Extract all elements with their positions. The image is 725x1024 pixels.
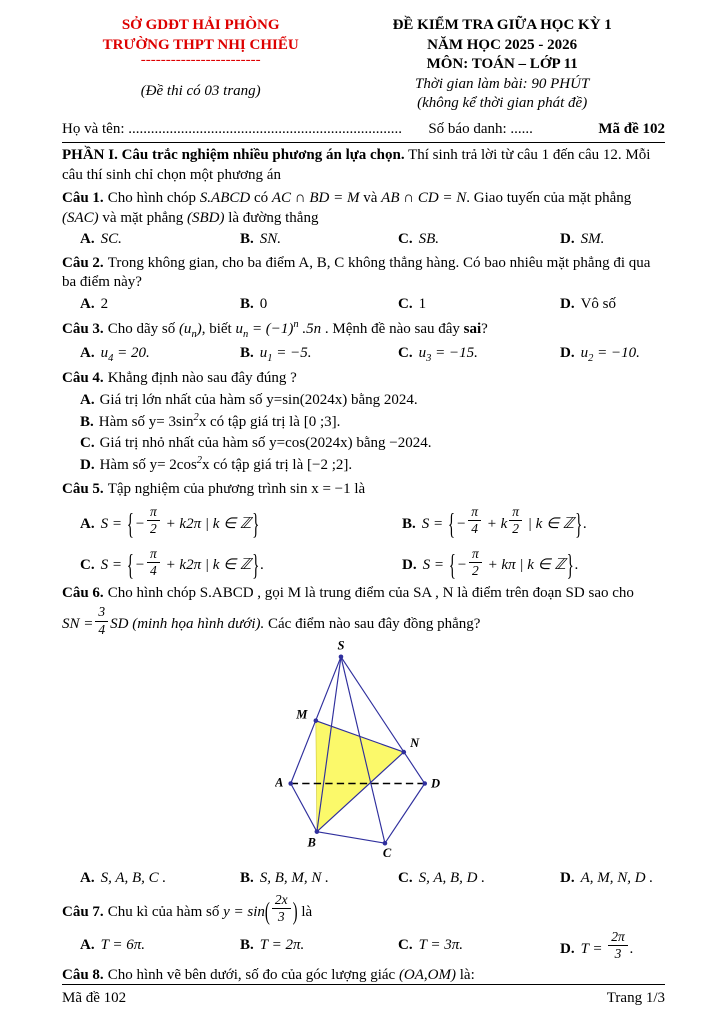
question-3-options [62, 344, 665, 366]
option-a: A. 2 [80, 295, 109, 312]
option-b: B. SN. [240, 231, 282, 247]
option-b: B. T = 2π. [240, 937, 305, 954]
exam-title: ĐỀ KIỂM TRA GIỮA HỌC KỲ 1 [392, 17, 612, 33]
question-1-label: Câu 1. [62, 190, 104, 206]
option-b: B. S, B, M, N . [240, 870, 329, 887]
question-4-options [62, 391, 665, 476]
option-c: C. SB. [398, 231, 440, 247]
part1-heading [62, 146, 665, 185]
option-c: C. S = {− $\frac{\pi}{4}$ + k2π | k ∈ ℤ}. [80, 545, 265, 583]
department-name: SỞ GDĐT HẢI PHÒNG [121, 17, 280, 33]
question-4-stem: Câu 4. Khẳng định nào sau đây đúng ? [62, 370, 297, 387]
option-a: A. T = 6π. [80, 937, 146, 954]
option-b: B. S = {− $\frac{\pi}{4}$ + k $\frac{\pi}{2}$ | k ∈ ℤ}. [402, 504, 588, 542]
option-c: C. $u_3 = -15$. [398, 344, 478, 364]
question-7-label: Câu 7. [62, 903, 104, 920]
option-a: A. Giá trị lớn nhất của hàm số y=sin(2024x) bằng 2024. [80, 391, 418, 408]
footer-exam-code: Mã đề 102 [62, 989, 127, 1006]
question-6-figure-wrap [62, 639, 665, 868]
question-7 [62, 893, 665, 962]
candidate-info-row [62, 120, 665, 144]
divider-dashes: ------------------------ [140, 52, 261, 68]
duration-note: (không kể thời gian phát đề) [417, 95, 588, 111]
option-d: D. $u_2 = -10$. [560, 344, 640, 364]
label-A: A [274, 775, 283, 790]
school-name: TRƯỜNG THPT NHỊ CHIỂU [102, 36, 299, 53]
option-a: A. S = {− $\frac{\pi}{2}$ + k2π | k ∈ ℤ} [80, 504, 260, 542]
label-N: N [409, 735, 419, 750]
edge-AB [290, 783, 316, 831]
question-8-label: Câu 8. [62, 966, 104, 983]
option-c: C. Giá trị nhỏ nhất của hàm số y=cos(2024x) bằng −2024. [80, 434, 432, 451]
question-5-label: Câu 5. [62, 480, 104, 497]
pages-note: (Đề thi có 03 trang) [140, 82, 261, 99]
duration-line: Thời gian làm bài: 90 PHÚT [415, 75, 590, 92]
option-c: C. T = 3π. [398, 937, 464, 954]
option-d: D. SM. [560, 231, 605, 247]
option-a: A. SC. [80, 231, 122, 247]
question-8 [62, 966, 665, 986]
candidate-name-field: Họ và tên: ......................................................................... [62, 120, 402, 137]
part1-instruction: Thí sinh trả lời từ câu 1 đến câu 12. Mỗi câu thí sinh chỉ chọn một phương án [62, 147, 651, 183]
option-b: B. 0 [240, 295, 268, 312]
question-2-stem: Câu 2. Trong không gian, cho ba điểm A, B, C không thẳng hàng. Có bao nhiêu mặt phẳng đi qua ba điểm này? [62, 254, 651, 290]
question-7-stem: Câu 7. Chu kì của hàm số y = sin( $\frac{2x}{3}$ ) là [62, 891, 313, 927]
edge-BC [316, 831, 384, 843]
option-d: D. S = {− $\frac{\pi}{2}$ + kπ | k ∈ ℤ}. [402, 545, 579, 583]
emphasis-sai: sai [463, 321, 482, 337]
question-2-label: Câu 2. [62, 254, 104, 271]
option-d: D. Hàm số $y= 2\cos^2x$ có tập giá trị là [−2 ;2]. [80, 455, 353, 474]
question-3-stem: Câu 3. Cho dãy số $(u_n)$, biết $u_n = (-1)^n$ .5n . Mệnh đề nào sau đây sai? [62, 319, 488, 340]
option-a: A. $u_4 = 20$. [80, 344, 150, 364]
label-D: D [430, 776, 440, 791]
question-5-options [62, 504, 665, 583]
question-2-options [62, 295, 665, 315]
option-a: A. S, A, B, C . [80, 870, 167, 887]
option-b: B. $u_1 = -5$. [240, 344, 312, 364]
option-b: B. Hàm số $y= 3\sin^2x$ có tập giá trị là [0 ;3]. [80, 412, 341, 431]
label-M: M [295, 707, 307, 722]
question-8-stem: Câu 8. Cho hình vẽ bên dưới, số đo của góc lượng giác (OA,OM) là: [62, 966, 475, 983]
option-d: D. A, M, N, D . [560, 870, 654, 887]
footer-page-number: Trang 1/3 [606, 989, 665, 1006]
page-footer [62, 984, 665, 1009]
header-right [339, 16, 665, 114]
question-2 [62, 254, 665, 315]
header-left [62, 16, 339, 114]
question-4-label: Câu 4. [62, 370, 104, 387]
question-5 [62, 480, 665, 583]
label-B: B [306, 835, 316, 850]
option-c: C. 1 [398, 295, 427, 312]
question-1-stem: Câu 1. Cho hình chóp S.ABCD có AC ∩ BD = M và AB ∩ CD = N. Giao tuyến của mặt phẳng (SAC) và mặt phẳng (SBD) là đường thẳng [62, 190, 632, 226]
stem-italic-note: (minh họa hình dưới). [128, 616, 265, 633]
part1-title: PHẦN I. Câu trắc nghiệm nhiều phương án lựa chọn. [62, 147, 405, 163]
label-C: C [382, 845, 391, 860]
option-c: C. S, A, B, D . [398, 870, 485, 887]
question-7-options [62, 930, 665, 961]
question-4 [62, 369, 665, 476]
question-6-stem-line2: SN = $\frac{3}{4}$ SD (minh họa hình dưới). Các điểm nào sau đây đồng phẳng? [62, 604, 481, 637]
pyramid-figure [275, 639, 453, 861]
school-year: NĂM HỌC 2025 - 2026 [427, 36, 578, 53]
question-5-stem: Câu 5. Tập nghiệm của phương trình sin x = −1 là [62, 480, 366, 497]
candidate-number-field: Số báo danh: ...... [428, 120, 533, 137]
question-6-label: Câu 6. [62, 584, 104, 601]
question-1-options [62, 230, 665, 250]
edge-CD [384, 783, 424, 843]
label-S: S [336, 638, 344, 653]
question-6-stem: Câu 6. Cho hình chóp S.ABCD , gọi M là trung điểm của SA , N là điểm trên đoạn SD sao cho [62, 584, 634, 601]
exam-code: Mã đề 102 [598, 120, 665, 137]
question-3-label: Câu 3. [62, 321, 104, 337]
question-6 [62, 584, 665, 889]
question-1 [62, 189, 665, 250]
option-d: D. T = $\frac{2\pi}{3}$ . [560, 929, 634, 962]
option-d: D. Vô số [560, 295, 617, 312]
question-3 [62, 318, 665, 365]
exam-header [62, 16, 665, 114]
subject-line: MÔN: TOÁN – LỚP 11 [426, 56, 578, 72]
question-6-options [62, 869, 665, 889]
